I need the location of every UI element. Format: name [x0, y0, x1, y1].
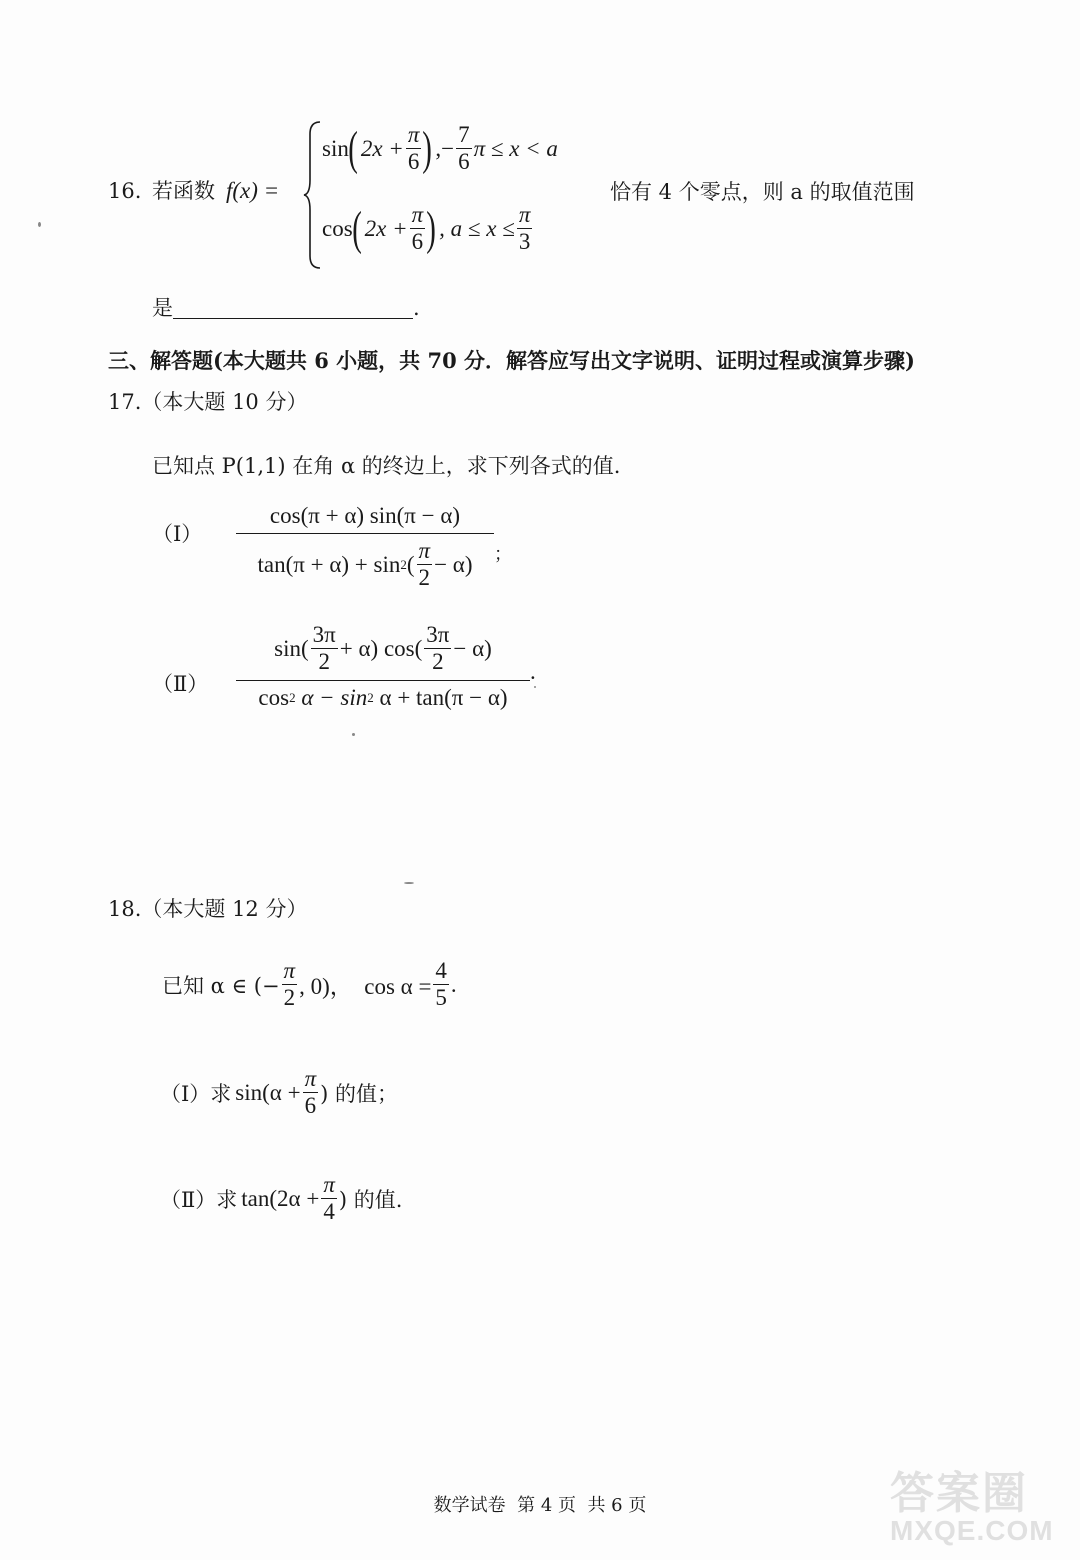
- q17-p2-num-frac2-den: 2: [432, 649, 444, 675]
- q18-part1: [160, 1066, 398, 1120]
- q17-p2-num-frac2-num: 3π: [424, 622, 451, 649]
- q16-case-2: cos ( 2x + $\frac{\pi}{6}$ ) , a ≤ x ≤ $\frac{\pi}{3}$: [322, 201, 531, 255]
- q17-p1-numerator: cos(π + α) sin(π − α): [236, 503, 494, 534]
- q18-p2-frac-num: π: [321, 1172, 337, 1199]
- q17-p2-numerator: [236, 622, 530, 681]
- q16-function: f(x) =: [226, 178, 280, 203]
- q17-p1-den-b: (: [406, 551, 415, 577]
- q18-p1-label: （Ⅰ）求: [160, 1081, 232, 1106]
- q17-part2-expr: [236, 622, 536, 711]
- q17-p1-denominator: [251, 534, 478, 592]
- case1-cond-frac-den: 6: [458, 149, 470, 175]
- case2-cond: , a ≤ x ≤: [439, 215, 515, 241]
- q18-p1-frac-num: π: [303, 1066, 319, 1093]
- q17-p2-num-c: − α): [453, 635, 492, 661]
- section-3-title: 三、解答题(本大题共 6 小题，共 70 分．解答应写出文字说明、证明过程或演算步骤): [108, 348, 915, 373]
- q17-p2-den-b: α − sin: [295, 684, 368, 710]
- case2-frac-num: π: [410, 202, 426, 229]
- case1-cond-frac-num: 7: [456, 122, 472, 149]
- q16-prefix: 若函数: [152, 179, 215, 203]
- case1-inner: 2x +: [360, 135, 404, 161]
- q17-stem: 已知点 P(1,1) 在角 α 的终边上，求下列各式的值.: [152, 454, 621, 478]
- q18-header: 18.（本大题 12 分）: [108, 897, 308, 921]
- q17-p2-num-b: + α) cos(: [339, 635, 423, 661]
- case2-inner: 2x +: [364, 215, 408, 241]
- scan-speck: [352, 733, 355, 736]
- case1-frac-num: π: [406, 122, 422, 149]
- case2-range-den: 3: [518, 229, 531, 255]
- q16-tail-post: .: [413, 296, 420, 320]
- q18-stem-frac-den: 2: [283, 985, 296, 1011]
- q18-p2-frac-den: 4: [323, 1199, 335, 1225]
- q18-stem-c: .: [450, 971, 457, 997]
- q18-p1-a: sin(α +: [235, 1079, 301, 1105]
- q17-p2-den-sup2: 2: [367, 689, 374, 705]
- case2-fn: cos: [322, 215, 353, 241]
- q17-header: 17.（本大题 10 分）: [108, 390, 308, 414]
- q17-p1-den-frac-num: π: [417, 538, 433, 565]
- watermark-logo: [890, 1468, 1060, 1552]
- q17-p1-den-sup: 2: [400, 556, 407, 572]
- q16-number: 16.: [108, 179, 142, 203]
- q17-p2-end: .: [530, 658, 536, 684]
- scan-speck: [404, 882, 414, 884]
- q17-part1-label: （Ⅰ）: [152, 522, 203, 546]
- watermark-cn: 答案圈: [890, 1468, 1028, 1519]
- watermark-en: MXQE.COM: [890, 1515, 1054, 1546]
- q16-tail: [152, 298, 420, 319]
- q17-part2-label: （Ⅱ）: [152, 672, 209, 696]
- case1-cond-a: ,−: [435, 135, 455, 161]
- scan-speck: [38, 222, 41, 227]
- q17-p2-num-frac1-num: 3π: [311, 622, 338, 649]
- q17-p2-denominator: [252, 681, 513, 711]
- piecewise-brace: [302, 120, 322, 270]
- q18-p2-a: tan(2α +: [241, 1185, 320, 1211]
- case2-range-num: π: [517, 202, 533, 229]
- q16-suffix: 恰有 4 个零点，则 a 的取值范围: [610, 180, 915, 204]
- answer-blank: [173, 298, 413, 319]
- scan-speck: [534, 686, 536, 688]
- q18-stem-value-num: 4: [433, 958, 449, 985]
- case1-cond-b: π ≤ x < a: [473, 135, 558, 161]
- q17-p1-den-a: tan(π + α) + sin: [257, 551, 401, 577]
- q17-p2-num-a: sin(: [274, 635, 309, 661]
- q18-stem-value-den: 5: [435, 985, 447, 1011]
- q18-p2-label: （Ⅱ）求: [160, 1187, 238, 1212]
- page-footer: 数学试卷 第 4 页 共 6 页: [433, 1495, 647, 1516]
- case1-frac-den: 6: [407, 149, 420, 175]
- case2-frac-den: 6: [411, 229, 424, 255]
- q18-stem-b: , 0)， cos α =: [299, 974, 432, 1000]
- q17-p2-den-c: α + tan(π − α): [373, 684, 508, 710]
- q17-p1-den-frac-den: 2: [418, 565, 431, 591]
- q17-p2-den-sup1: 2: [289, 689, 296, 705]
- q17-p1-end: ；: [494, 543, 512, 564]
- q16-tail-pre: 是: [152, 296, 173, 320]
- q18-p1-b: ) 的值；: [320, 1081, 398, 1106]
- q17-p2-num-frac1-den: 2: [318, 649, 330, 675]
- q18-p1-frac-den: 6: [304, 1093, 317, 1119]
- case1-fn: sin: [322, 135, 349, 161]
- q18-stem-a: 已知 α ∈ (−: [162, 973, 280, 998]
- q18-stem: [162, 958, 457, 1012]
- q17-p1-den-c: − α): [434, 551, 473, 577]
- q17-p2-den-a: cos: [258, 684, 290, 710]
- q17-part1-expr: [236, 503, 512, 592]
- q18-stem-frac-num: π: [282, 958, 298, 985]
- q18-p2-b: ) 的值.: [338, 1187, 403, 1212]
- q16-case-1: sin ( 2x + $\frac{\pi}{6}$ ) ,− $\frac{7}{6}$ π ≤ x < a: [322, 121, 558, 175]
- q18-part2: [160, 1172, 402, 1226]
